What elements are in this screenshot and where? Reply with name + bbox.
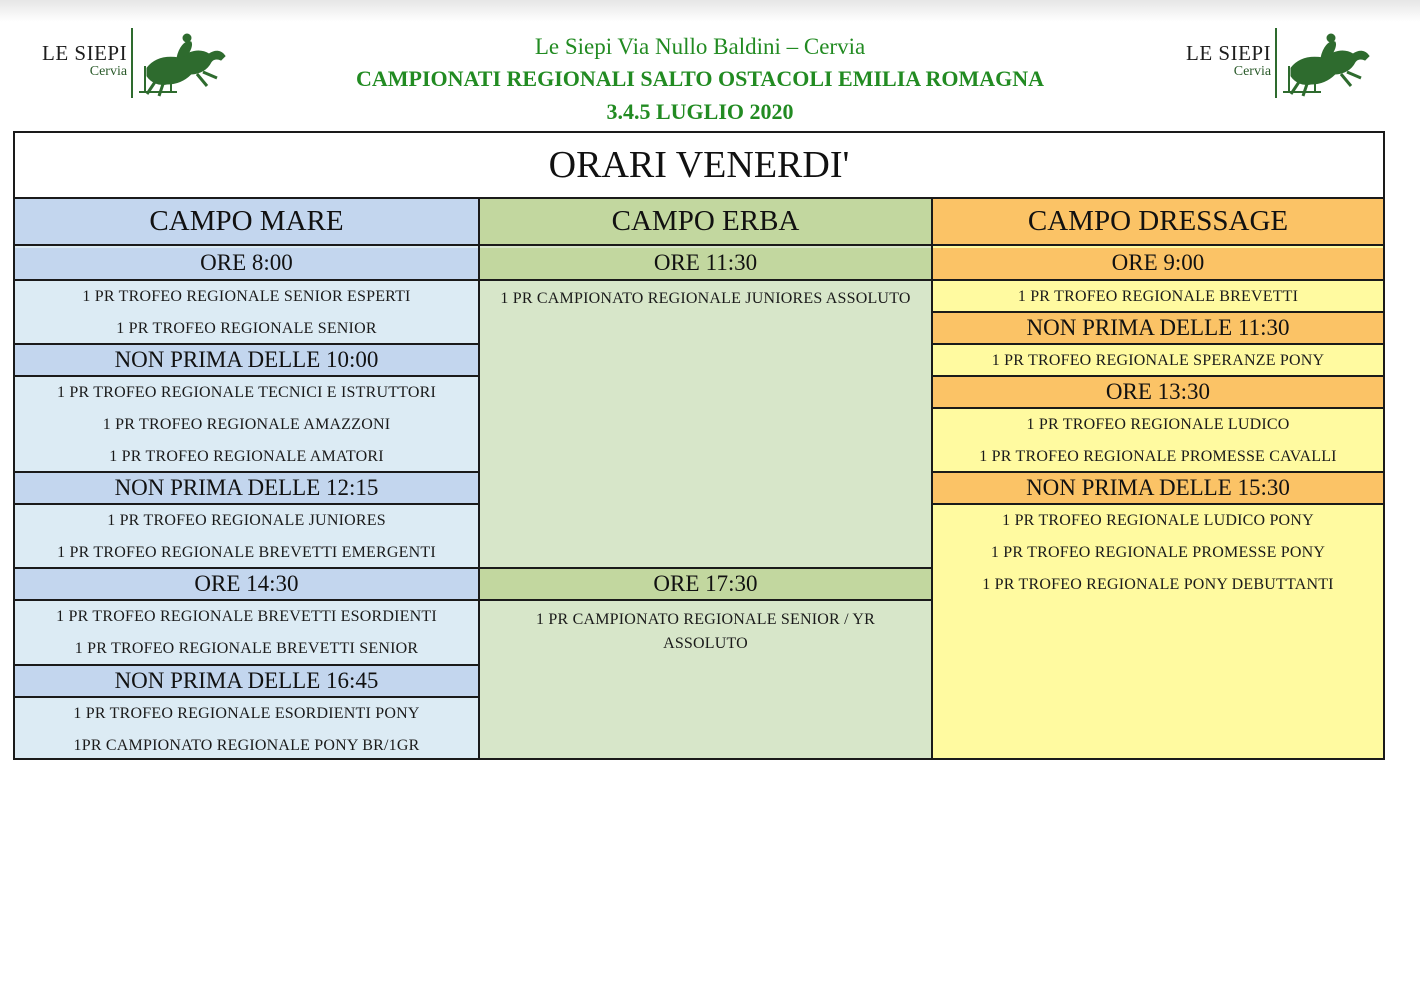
le-siepi-logo-right — [1186, 28, 1373, 102]
jumping-horse-icon — [1281, 28, 1373, 98]
event-item: 1 PR TROFEO REGIONALE SPERANZE PONY — [991, 352, 1325, 369]
event-item: 1 PR TROFEO REGIONALE ESORDIENTI PONY — [73, 705, 420, 722]
event-item: 1 PR TROFEO REGIONALE PROMESSE PONY — [990, 544, 1326, 561]
event-dates: 3.4.5 LUGLIO 2020 — [606, 99, 794, 124]
event-item: 1 PR TROFEO REGIONALE LUDICO — [1026, 416, 1290, 433]
logo-name: LE SIEPI — [1186, 41, 1272, 65]
logo-name: LE SIEPI — [42, 41, 128, 65]
slot-time: NON PRIMA DELLE 16:45 — [15, 664, 478, 698]
jumping-horse-icon — [137, 28, 229, 98]
event-item: 1 PR TROFEO REGIONALE BREVETTI SENIOR — [74, 640, 419, 657]
schedule-title: ORARI VENERDI' — [15, 133, 1383, 199]
event-item: 1 PR CAMPIONATO REGIONALE SENIOR / YR ASSOLUTO — [536, 611, 875, 652]
slot-time: ORE 14:30 — [15, 567, 478, 601]
schedule-table — [13, 131, 1385, 760]
logo-divider — [131, 28, 133, 98]
event-title: CAMPIONATI REGIONALI SALTO OSTACOLI EMILIA ROMAGNA — [355, 66, 1044, 91]
event-item: 1 PR TROFEO REGIONALE JUNIORES — [107, 512, 386, 529]
event-item: 1 PR TROFEO REGIONALE PONY DEBUTTANTI — [982, 576, 1334, 593]
slot-time: NON PRIMA DELLE 12:15 — [15, 471, 478, 505]
slot-time: NON PRIMA DELLE 15:30 — [933, 471, 1383, 505]
slot-time: ORE 11:30 — [480, 248, 931, 281]
slot-time: NON PRIMA DELLE 11:30 — [933, 311, 1383, 345]
le-siepi-logo-left — [42, 28, 229, 102]
slot-time: ORE 13:30 — [933, 375, 1383, 409]
event-item: 1 PR TROFEO REGIONALE LUDICO PONY — [1002, 512, 1314, 529]
logo-city: Cervia — [1233, 64, 1272, 79]
window-top-shadow — [0, 0, 1420, 22]
event-item: 1 PR TROFEO REGIONALE AMAZZONI — [102, 416, 391, 433]
event-item: 1 PR TROFEO REGIONALE SENIOR — [116, 320, 377, 337]
event-item: 1 PR TROFEO REGIONALE TECNICI E ISTRUTTORI — [56, 384, 437, 401]
logo-city: Cervia — [89, 64, 128, 79]
event-item: 1 PR CAMPIONATO REGIONALE JUNIORES ASSOLUTO — [500, 290, 911, 307]
event-item: 1 PR TROFEO REGIONALE BREVETTI ESORDIENTI — [56, 608, 437, 625]
campo-erba-header: CAMPO ERBA — [480, 199, 931, 246]
event-item: 1 PR TROFEO REGIONALE PROMESSE CAVALLI — [979, 448, 1337, 465]
event-item: 1PR CAMPIONATO REGIONALE PONY BR/1GR — [73, 737, 420, 754]
slot-time: ORE 8:00 — [15, 248, 478, 281]
column-campo-mare — [15, 199, 480, 758]
column-campo-dressage — [933, 199, 1383, 758]
campo-dressage-header: CAMPO DRESSAGE — [933, 199, 1383, 246]
column-campo-erba — [480, 199, 933, 758]
campo-mare-header: CAMPO MARE — [15, 199, 478, 246]
event-item: 1 PR TROFEO REGIONALE BREVETTI — [1017, 288, 1299, 305]
logo-divider — [1275, 28, 1277, 98]
slot-time: NON PRIMA DELLE 10:00 — [15, 343, 478, 377]
event-item: 1 PR TROFEO REGIONALE AMATORI — [109, 448, 384, 465]
slot-time: ORE 9:00 — [933, 248, 1383, 281]
event-item: 1 PR TROFEO REGIONALE BREVETTI EMERGENTI — [57, 544, 436, 561]
slot-time: ORE 17:30 — [480, 567, 931, 601]
venue-address: Le Siepi Via Nullo Baldini – Cervia — [534, 34, 866, 59]
event-item: 1 PR TROFEO REGIONALE SENIOR ESPERTI — [82, 288, 411, 305]
document-header — [300, 32, 1100, 128]
